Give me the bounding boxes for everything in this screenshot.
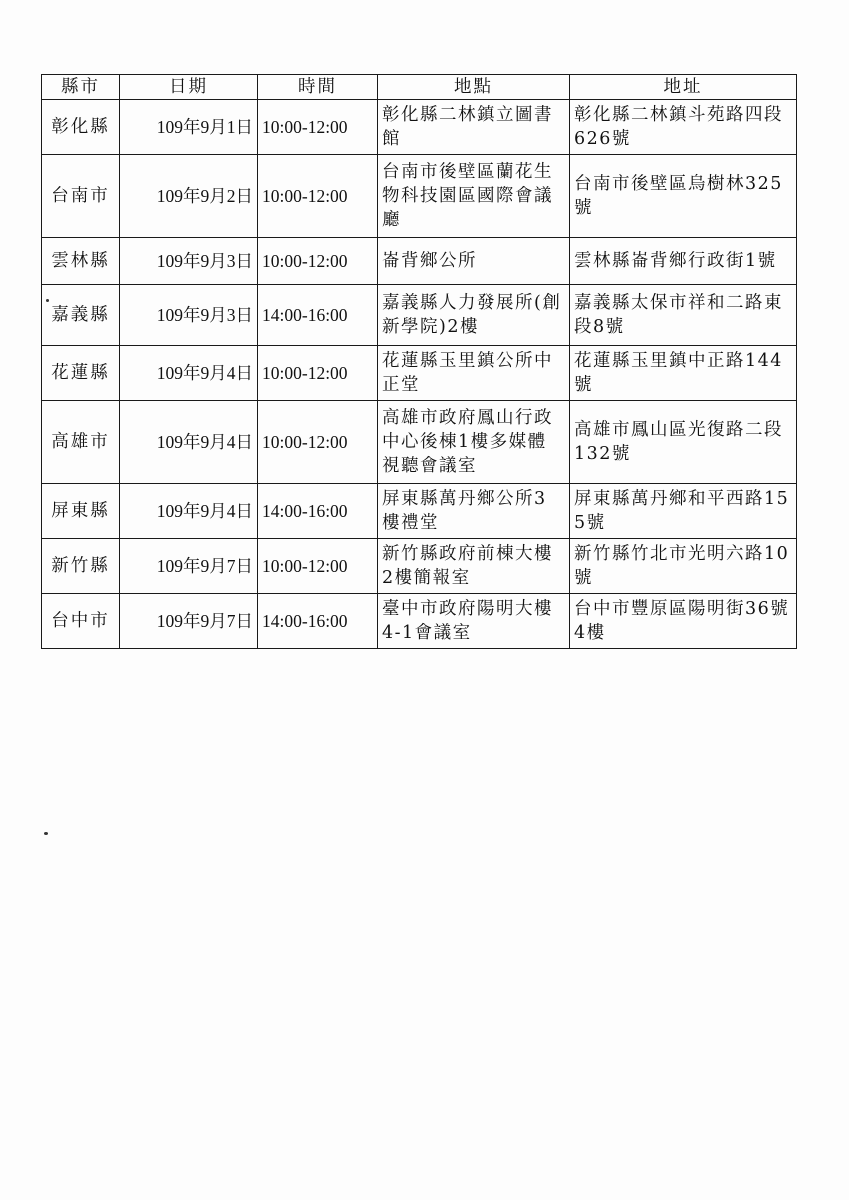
cell-time: 10:00-12:00: [258, 100, 378, 155]
table-row: [42, 285, 797, 346]
header-date: 日期: [120, 75, 258, 100]
schedule-table: [41, 74, 797, 649]
table-row: [42, 484, 797, 539]
cell-address: 台中市豐原區陽明街36號4樓: [570, 594, 797, 649]
table-row: [42, 594, 797, 649]
cell-county: 台中市: [42, 594, 120, 649]
scan-speck: [46, 299, 49, 302]
cell-time: 10:00-12:00: [258, 346, 378, 401]
cell-address: 花蓮縣玉里鎮中正路144號: [570, 346, 797, 401]
cell-county: 雲林縣: [42, 238, 120, 285]
header-county: 縣市: [42, 75, 120, 100]
table-row: [42, 238, 797, 285]
table-row: [42, 401, 797, 484]
cell-place: 花蓮縣玉里鎮公所中正堂: [378, 346, 570, 401]
cell-place: 崙背鄉公所: [378, 238, 570, 285]
cell-place: 屏東縣萬丹鄉公所3樓禮堂: [378, 484, 570, 539]
cell-county: 台南市: [42, 155, 120, 238]
scan-speck: [44, 832, 48, 835]
header-row: [42, 75, 797, 100]
cell-county: 彰化縣: [42, 100, 120, 155]
cell-place: 台南市後壁區蘭花生物科技園區國際會議廳: [378, 155, 570, 238]
cell-place: 臺中市政府陽明大樓4-1會議室: [378, 594, 570, 649]
header-time: 時間: [258, 75, 378, 100]
cell-address: 高雄市鳳山區光復路二段132號: [570, 401, 797, 484]
cell-date: 109年9月7日: [120, 594, 258, 649]
cell-county: 新竹縣: [42, 539, 120, 594]
cell-date: 109年9月3日: [120, 238, 258, 285]
cell-time: 10:00-12:00: [258, 155, 378, 238]
cell-address: 台南市後壁區烏樹林325號: [570, 155, 797, 238]
cell-place: 新竹縣政府前棟大樓2樓簡報室: [378, 539, 570, 594]
table-row: [42, 155, 797, 238]
cell-address: 雲林縣崙背鄉行政街1號: [570, 238, 797, 285]
cell-address: 新竹縣竹北市光明六路10號: [570, 539, 797, 594]
header-address: 地址: [570, 75, 797, 100]
table-row: [42, 346, 797, 401]
cell-address: 屏東縣萬丹鄉和平西路155號: [570, 484, 797, 539]
cell-date: 109年9月4日: [120, 484, 258, 539]
cell-time: 14:00-16:00: [258, 594, 378, 649]
cell-place: 高雄市政府鳳山行政中心後棟1樓多媒體視聽會議室: [378, 401, 570, 484]
table-row: [42, 539, 797, 594]
cell-address: 彰化縣二林鎮斗苑路四段626號: [570, 100, 797, 155]
cell-county: 屏東縣: [42, 484, 120, 539]
cell-address: 嘉義縣太保市祥和二路東段8號: [570, 285, 797, 346]
cell-time: 14:00-16:00: [258, 285, 378, 346]
cell-county: 嘉義縣: [42, 285, 120, 346]
cell-time: 10:00-12:00: [258, 238, 378, 285]
cell-time: 14:00-16:00: [258, 484, 378, 539]
cell-date: 109年9月4日: [120, 346, 258, 401]
cell-date: 109年9月3日: [120, 285, 258, 346]
cell-date: 109年9月4日: [120, 401, 258, 484]
table-row: [42, 100, 797, 155]
cell-place: 嘉義縣人力發展所(創新學院)2樓: [378, 285, 570, 346]
cell-date: 109年9月7日: [120, 539, 258, 594]
cell-date: 109年9月1日: [120, 100, 258, 155]
cell-place: 彰化縣二林鎮立圖書館: [378, 100, 570, 155]
cell-date: 109年9月2日: [120, 155, 258, 238]
cell-county: 高雄市: [42, 401, 120, 484]
cell-county: 花蓮縣: [42, 346, 120, 401]
cell-time: 10:00-12:00: [258, 401, 378, 484]
header-place: 地點: [378, 75, 570, 100]
cell-time: 10:00-12:00: [258, 539, 378, 594]
